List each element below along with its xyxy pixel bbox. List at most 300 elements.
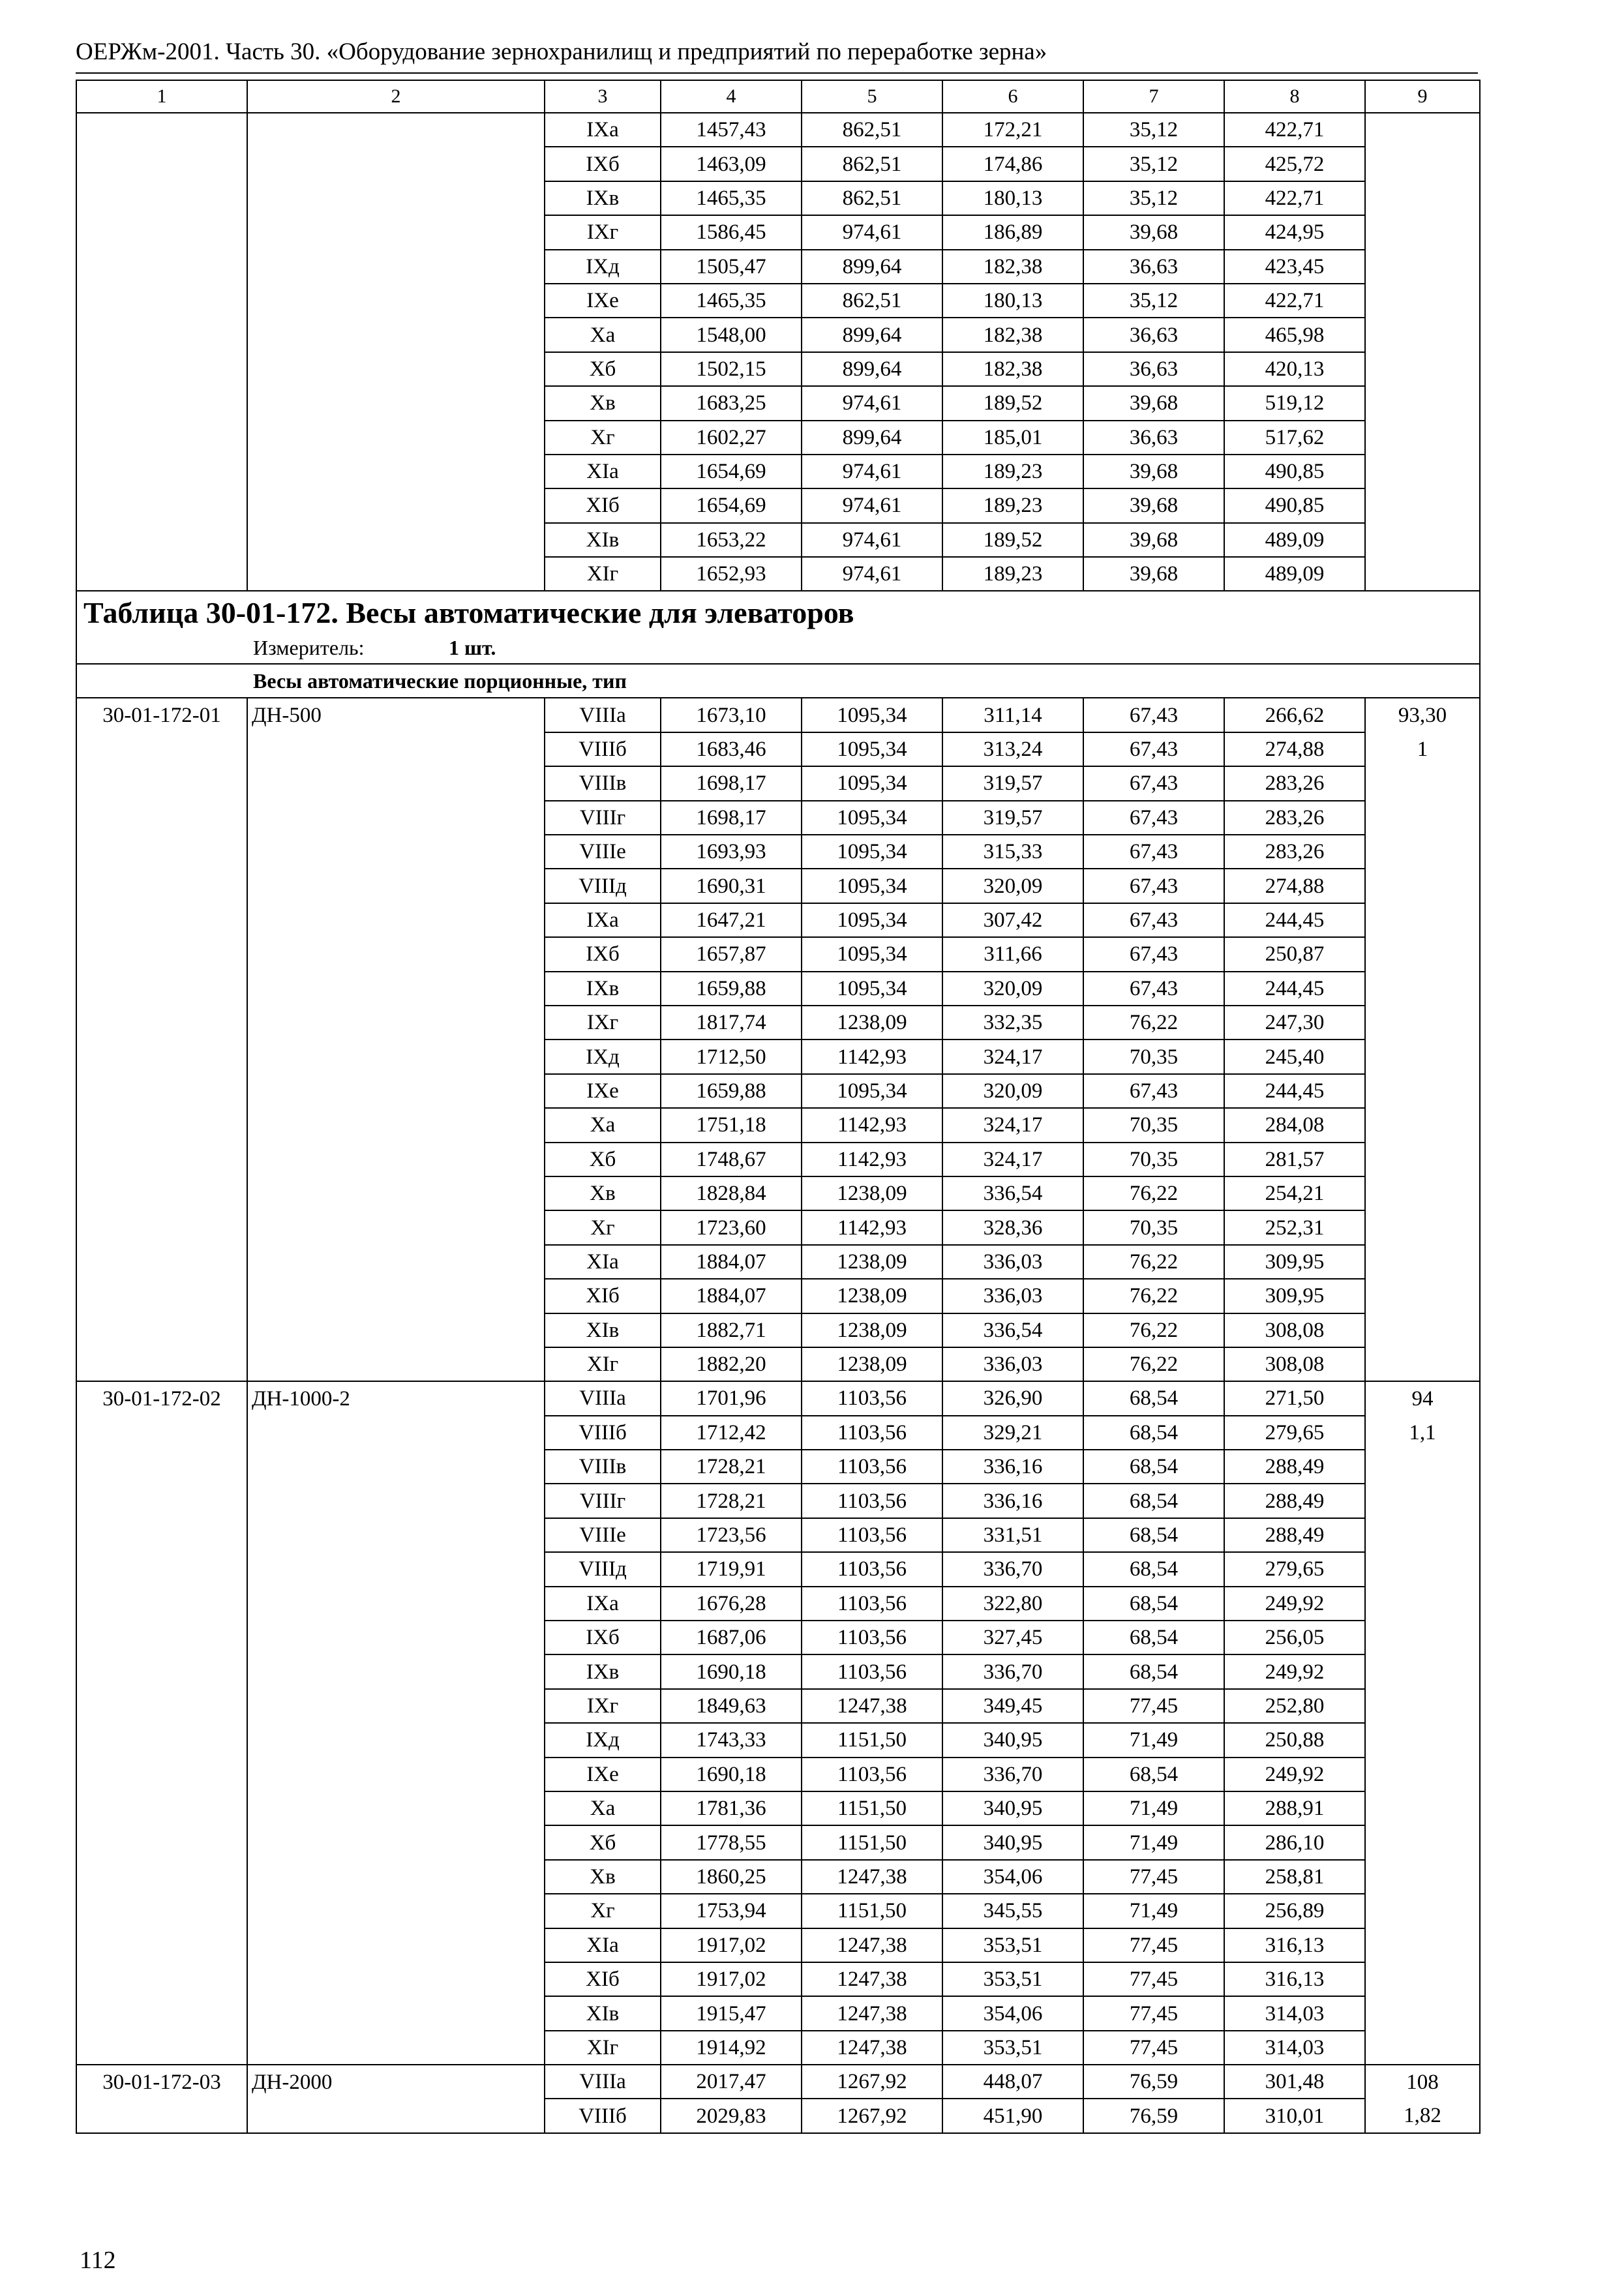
table-cell: 1654,69 <box>661 455 802 488</box>
table-row <box>76 147 1480 181</box>
table-cell: 77,45 <box>1083 1962 1224 1996</box>
table-cell: 1778,55 <box>661 1825 802 1859</box>
table-cell: 1723,56 <box>661 1518 802 1552</box>
code-cell <box>76 113 247 147</box>
table-cell: 67,43 <box>1083 869 1224 903</box>
table-cell: 77,45 <box>1083 1860 1224 1894</box>
code-cell <box>76 318 247 352</box>
col9-cell <box>1365 1962 1480 1996</box>
column-number: 2 <box>247 80 545 113</box>
code-cell <box>76 215 247 249</box>
table-row <box>76 1416 1480 1450</box>
name-cell <box>247 1928 545 1962</box>
table-cell: Xб <box>545 1825 661 1859</box>
table-cell: 301,48 <box>1224 2065 1365 2099</box>
table-cell: 252,80 <box>1224 1689 1365 1723</box>
table-cell: 244,45 <box>1224 903 1365 937</box>
name-cell <box>247 1894 545 1928</box>
table-cell: 1701,96 <box>661 1381 802 1415</box>
table-cell: 1142,93 <box>802 1143 942 1176</box>
table-cell: 1743,33 <box>661 1723 802 1757</box>
table-cell: VIIIб <box>545 732 661 766</box>
name-cell <box>247 1143 545 1176</box>
table-cell: Xв <box>545 1176 661 1210</box>
table-cell: 283,26 <box>1224 801 1365 835</box>
table-row <box>76 284 1480 318</box>
table-cell: 76,22 <box>1083 1245 1224 1279</box>
col9-cell: 93,30 <box>1365 698 1480 732</box>
table-cell: XIг <box>545 1347 661 1381</box>
table-cell: 336,16 <box>942 1450 1083 1484</box>
code-cell <box>76 1723 247 1757</box>
code-cell <box>76 1279 247 1313</box>
table-cell: 288,91 <box>1224 1791 1365 1825</box>
code-cell <box>76 1791 247 1825</box>
table-row <box>76 523 1480 557</box>
name-cell <box>247 1552 545 1586</box>
table-cell: 244,45 <box>1224 1074 1365 1108</box>
table-cell: 320,09 <box>942 869 1083 903</box>
table-cell: 36,63 <box>1083 421 1224 455</box>
table-cell: 1505,47 <box>661 250 802 284</box>
table-cell: 1673,10 <box>661 698 802 732</box>
table-cell: 67,43 <box>1083 1074 1224 1108</box>
table-cell: 451,90 <box>942 2099 1083 2132</box>
table-row <box>76 835 1480 869</box>
table-cell: 1103,56 <box>802 1416 942 1450</box>
table-cell: 1103,56 <box>802 1621 942 1654</box>
name-cell <box>247 1791 545 1825</box>
table-cell: 1849,63 <box>661 1689 802 1723</box>
table-cell: IXе <box>545 284 661 318</box>
table-cell: 1103,56 <box>802 1381 942 1415</box>
table-row <box>76 2065 1480 2099</box>
table-cell: Xа <box>545 1108 661 1142</box>
table-cell: 1548,00 <box>661 318 802 352</box>
column-number: 1 <box>76 80 247 113</box>
page-number: 112 <box>80 2247 116 2274</box>
table-cell: 70,35 <box>1083 1210 1224 1244</box>
table-cell: 35,12 <box>1083 284 1224 318</box>
table-cell: 311,66 <box>942 937 1083 971</box>
table-cell: IXа <box>545 903 661 937</box>
table-cell: 76,22 <box>1083 1176 1224 1210</box>
table-cell: 1748,67 <box>661 1143 802 1176</box>
code-cell <box>76 1552 247 1586</box>
name-cell <box>247 1176 545 1210</box>
code-cell <box>76 1313 247 1347</box>
name-cell <box>247 386 545 420</box>
name-cell <box>247 557 545 591</box>
table-cell: 1103,56 <box>802 1518 942 1552</box>
name-cell <box>247 1006 545 1040</box>
table-cell: Xа <box>545 1791 661 1825</box>
table-cell: 68,54 <box>1083 1621 1224 1654</box>
table-cell: 1687,06 <box>661 1621 802 1654</box>
table-row <box>76 698 1480 732</box>
table-cell: 1915,47 <box>661 1996 802 2030</box>
name-cell <box>247 352 545 386</box>
table-cell: 1095,34 <box>802 869 942 903</box>
name-cell <box>247 903 545 937</box>
code-cell <box>76 557 247 591</box>
table-cell: 1882,20 <box>661 1347 802 1381</box>
table-cell: 1914,92 <box>661 2031 802 2065</box>
code-cell <box>76 1689 247 1723</box>
table-cell: 1267,92 <box>802 2099 942 2132</box>
name-cell <box>247 1689 545 1723</box>
table-cell: 71,49 <box>1083 1791 1224 1825</box>
code-cell <box>76 1996 247 2030</box>
table-cell: 1828,84 <box>661 1176 802 1210</box>
code-cell <box>76 1587 247 1621</box>
table-row <box>76 2031 1480 2065</box>
table-cell: 974,61 <box>802 386 942 420</box>
table-cell: 39,68 <box>1083 488 1224 522</box>
table-cell: 286,10 <box>1224 1825 1365 1859</box>
table-cell: 68,54 <box>1083 1416 1224 1450</box>
table-cell: 182,38 <box>942 352 1083 386</box>
table-cell: IXг <box>545 215 661 249</box>
col9-cell <box>1365 1928 1480 1962</box>
name-cell <box>247 2099 545 2132</box>
col9-cell <box>1365 766 1480 800</box>
table-cell: 1712,50 <box>661 1040 802 1073</box>
table-cell: 465,98 <box>1224 318 1365 352</box>
table-cell: XIг <box>545 2031 661 2065</box>
table-cell: 329,21 <box>942 1416 1083 1450</box>
table-cell: 1683,46 <box>661 732 802 766</box>
table-cell: 288,49 <box>1224 1450 1365 1484</box>
table-cell: 249,92 <box>1224 1587 1365 1621</box>
table-row <box>76 869 1480 903</box>
code-cell <box>76 766 247 800</box>
table-row <box>76 1621 1480 1654</box>
table-cell: 249,92 <box>1224 1654 1365 1688</box>
table-cell: 1884,07 <box>661 1279 802 1313</box>
code-cell <box>76 1758 247 1791</box>
table-row <box>76 732 1480 766</box>
table-cell: 1142,93 <box>802 1108 942 1142</box>
table-cell: 1247,38 <box>802 1996 942 2030</box>
table-cell: VIIIд <box>545 1552 661 1586</box>
table-cell: 1647,21 <box>661 903 802 937</box>
table-cell: 77,45 <box>1083 1689 1224 1723</box>
name-cell <box>247 732 545 766</box>
col9-cell <box>1365 1074 1480 1108</box>
table-cell: 189,52 <box>942 523 1083 557</box>
table-cell: 76,59 <box>1083 2099 1224 2132</box>
table-cell: 76,22 <box>1083 1006 1224 1040</box>
name-cell <box>247 1450 545 1484</box>
table-cell: 67,43 <box>1083 835 1224 869</box>
table-row <box>76 1074 1480 1108</box>
table-row <box>76 972 1480 1006</box>
col9-cell <box>1365 1518 1480 1552</box>
table-cell: 2029,83 <box>661 2099 802 2132</box>
col9-cell <box>1365 284 1480 318</box>
table-cell: 1659,88 <box>661 972 802 1006</box>
table-cell: 281,57 <box>1224 1143 1365 1176</box>
table-cell: 489,09 <box>1224 557 1365 591</box>
table-cell: 1247,38 <box>802 1962 942 1996</box>
table-cell: 1238,09 <box>802 1006 942 1040</box>
code-cell <box>76 801 247 835</box>
col9-cell <box>1365 1791 1480 1825</box>
col9-cell <box>1365 250 1480 284</box>
code-cell <box>76 147 247 181</box>
code-cell <box>76 1654 247 1688</box>
table-cell: 1723,60 <box>661 1210 802 1244</box>
table-cell: 68,54 <box>1083 1484 1224 1518</box>
table-cell: 1653,22 <box>661 523 802 557</box>
code-cell <box>76 284 247 318</box>
table-cell: VIIIе <box>545 835 661 869</box>
table-cell: 328,36 <box>942 1210 1083 1244</box>
table-cell: 76,22 <box>1083 1279 1224 1313</box>
table-cell: 1095,34 <box>802 835 942 869</box>
table-cell: 1095,34 <box>802 698 942 732</box>
table-cell: 258,81 <box>1224 1860 1365 1894</box>
table-cell: 245,40 <box>1224 1040 1365 1073</box>
table-cell: 189,23 <box>942 557 1083 591</box>
name-cell <box>247 215 545 249</box>
code-cell <box>76 1825 247 1859</box>
table-title: Таблица 30-01-172. Весы автоматические для элеваторов <box>83 596 854 630</box>
table-cell: 519,12 <box>1224 386 1365 420</box>
table-cell: 309,95 <box>1224 1245 1365 1279</box>
table-cell: 256,89 <box>1224 1894 1365 1928</box>
table-cell: IXг <box>545 1006 661 1040</box>
table-cell: 1095,34 <box>802 801 942 835</box>
table-cell: 1463,09 <box>661 147 802 181</box>
table-cell: 1238,09 <box>802 1245 942 1279</box>
table-cell: XIа <box>545 455 661 488</box>
table-cell: VIIIд <box>545 869 661 903</box>
table-row <box>76 801 1480 835</box>
table-cell: XIв <box>545 1996 661 2030</box>
table-cell: 862,51 <box>802 147 942 181</box>
table-cell: IXб <box>545 1621 661 1654</box>
table-cell: 35,12 <box>1083 113 1224 147</box>
col9-cell <box>1365 557 1480 591</box>
table-cell: 353,51 <box>942 2031 1083 2065</box>
table-cell: 180,13 <box>942 284 1083 318</box>
code-cell <box>76 386 247 420</box>
table-row <box>76 937 1480 971</box>
table-cell: 1151,50 <box>802 1791 942 1825</box>
table-cell: 189,23 <box>942 455 1083 488</box>
table-cell: VIIIа <box>545 2065 661 2099</box>
table-cell: 39,68 <box>1083 557 1224 591</box>
section-row <box>76 664 1480 698</box>
table-cell: 353,51 <box>942 1928 1083 1962</box>
name-cell <box>247 1518 545 1552</box>
table-cell: VIIIб <box>545 1416 661 1450</box>
col9-cell <box>1365 1996 1480 2030</box>
table-cell: 1103,56 <box>802 1484 942 1518</box>
col9-cell <box>1365 1894 1480 1928</box>
table-cell: 77,45 <box>1083 1996 1224 2030</box>
table-cell: 320,09 <box>942 1074 1083 1108</box>
table-cell: IXд <box>545 1723 661 1757</box>
table-row <box>76 1245 1480 1279</box>
table-row <box>76 1723 1480 1757</box>
table-cell: 517,62 <box>1224 421 1365 455</box>
name-cell <box>247 1758 545 1791</box>
table-row <box>76 386 1480 420</box>
table-cell: 68,54 <box>1083 1587 1224 1621</box>
col9-cell <box>1365 1210 1480 1244</box>
table-cell: 490,85 <box>1224 455 1365 488</box>
col9-cell <box>1365 523 1480 557</box>
column-number: 9 <box>1365 80 1480 113</box>
table-cell: 1247,38 <box>802 1689 942 1723</box>
code-cell <box>76 2031 247 2065</box>
table-cell: 974,61 <box>802 557 942 591</box>
table-cell: 322,80 <box>942 1587 1083 1621</box>
name-cell: ДН-500 <box>247 698 545 732</box>
table-cell: 974,61 <box>802 455 942 488</box>
table-row <box>76 1928 1480 1962</box>
name-cell <box>247 455 545 488</box>
table-cell: 424,95 <box>1224 215 1365 249</box>
table-cell: 250,87 <box>1224 937 1365 971</box>
table-cell: 266,62 <box>1224 698 1365 732</box>
table-cell: 1103,56 <box>802 1552 942 1586</box>
table-cell: 319,57 <box>942 801 1083 835</box>
code-cell <box>76 1484 247 1518</box>
table-cell: IXа <box>545 113 661 147</box>
section-title: Весы автоматические порционные, тип <box>76 664 1480 698</box>
table-cell: 340,95 <box>942 1825 1083 1859</box>
name-cell <box>247 972 545 1006</box>
table-cell: 70,35 <box>1083 1040 1224 1073</box>
name-cell <box>247 1654 545 1688</box>
table-row <box>76 1962 1480 1996</box>
table-cell: 1238,09 <box>802 1347 942 1381</box>
name-cell <box>247 1723 545 1757</box>
table-cell: 420,13 <box>1224 352 1365 386</box>
table-cell: 1698,17 <box>661 801 802 835</box>
table-row <box>76 1518 1480 1552</box>
table-cell: 314,03 <box>1224 1996 1365 2030</box>
table-cell: 288,49 <box>1224 1518 1365 1552</box>
table-cell: 1095,34 <box>802 732 942 766</box>
col9-cell <box>1365 972 1480 1006</box>
col9-cell <box>1365 1723 1480 1757</box>
table-cell: 308,08 <box>1224 1313 1365 1347</box>
table-cell: 1781,36 <box>661 1791 802 1825</box>
table-cell: 1917,02 <box>661 1928 802 1962</box>
table-row <box>76 1791 1480 1825</box>
col9-cell <box>1365 455 1480 488</box>
code-cell <box>76 1347 247 1381</box>
table-cell: 320,09 <box>942 972 1083 1006</box>
col9-cell: 108 <box>1365 2065 1480 2099</box>
code-cell <box>76 421 247 455</box>
name-cell <box>247 523 545 557</box>
code-cell <box>76 903 247 937</box>
table-cell: 71,49 <box>1083 1723 1224 1757</box>
table-cell: IXд <box>545 1040 661 1073</box>
table-row <box>76 1210 1480 1244</box>
table-cell: Xг <box>545 1894 661 1928</box>
table-cell: 899,64 <box>802 250 942 284</box>
table-cell: 422,71 <box>1224 284 1365 318</box>
code-cell <box>76 1416 247 1450</box>
table-cell: 1657,87 <box>661 937 802 971</box>
col9-cell <box>1365 1587 1480 1621</box>
table-cell: 1247,38 <box>802 1860 942 1894</box>
table-cell: 174,86 <box>942 147 1083 181</box>
name-cell <box>247 1484 545 1518</box>
table-cell: 313,24 <box>942 732 1083 766</box>
table-cell: 1095,34 <box>802 1074 942 1108</box>
table-cell: 76,22 <box>1083 1313 1224 1347</box>
header-rule <box>76 72 1478 74</box>
table-cell: 1817,74 <box>661 1006 802 1040</box>
column-number: 4 <box>661 80 802 113</box>
column-number: 6 <box>942 80 1083 113</box>
name-cell <box>247 1996 545 2030</box>
name-cell <box>247 421 545 455</box>
col9-cell <box>1365 147 1480 181</box>
table-cell: 1753,94 <box>661 1894 802 1928</box>
col9-cell <box>1365 181 1480 215</box>
code-cell <box>76 455 247 488</box>
code-cell <box>76 1040 247 1073</box>
name-cell <box>247 937 545 971</box>
name-cell <box>247 318 545 352</box>
table-cell: 1238,09 <box>802 1279 942 1313</box>
name-cell <box>247 181 545 215</box>
table-cell: 340,95 <box>942 1723 1083 1757</box>
column-number: 8 <box>1224 80 1365 113</box>
table-cell: 1457,43 <box>661 113 802 147</box>
table-cell: 67,43 <box>1083 698 1224 732</box>
table-cell: 283,26 <box>1224 835 1365 869</box>
table-row <box>76 1143 1480 1176</box>
code-cell <box>76 1006 247 1040</box>
table-row <box>76 1108 1480 1142</box>
table-row <box>76 1860 1480 1894</box>
table-row <box>76 455 1480 488</box>
table-row <box>76 1450 1480 1484</box>
name-cell <box>247 1825 545 1859</box>
table-cell: 283,26 <box>1224 766 1365 800</box>
name-cell <box>247 1074 545 1108</box>
table-cell: 182,38 <box>942 250 1083 284</box>
col9-cell <box>1365 1313 1480 1347</box>
table-cell: 185,01 <box>942 421 1083 455</box>
table-cell: 1151,50 <box>802 1723 942 1757</box>
table-cell: IXв <box>545 972 661 1006</box>
table-cell: 77,45 <box>1083 1928 1224 1962</box>
code-cell <box>76 250 247 284</box>
name-cell <box>247 488 545 522</box>
table-cell: 324,17 <box>942 1108 1083 1142</box>
name-cell <box>247 250 545 284</box>
table-cell: 68,54 <box>1083 1654 1224 1688</box>
name-cell <box>247 113 545 147</box>
col9-cell <box>1365 1758 1480 1791</box>
table-cell: 2017,47 <box>661 2065 802 2099</box>
table-cell: 180,13 <box>942 181 1083 215</box>
name-cell <box>247 1587 545 1621</box>
col9-cell <box>1365 1176 1480 1210</box>
table-cell: 899,64 <box>802 421 942 455</box>
